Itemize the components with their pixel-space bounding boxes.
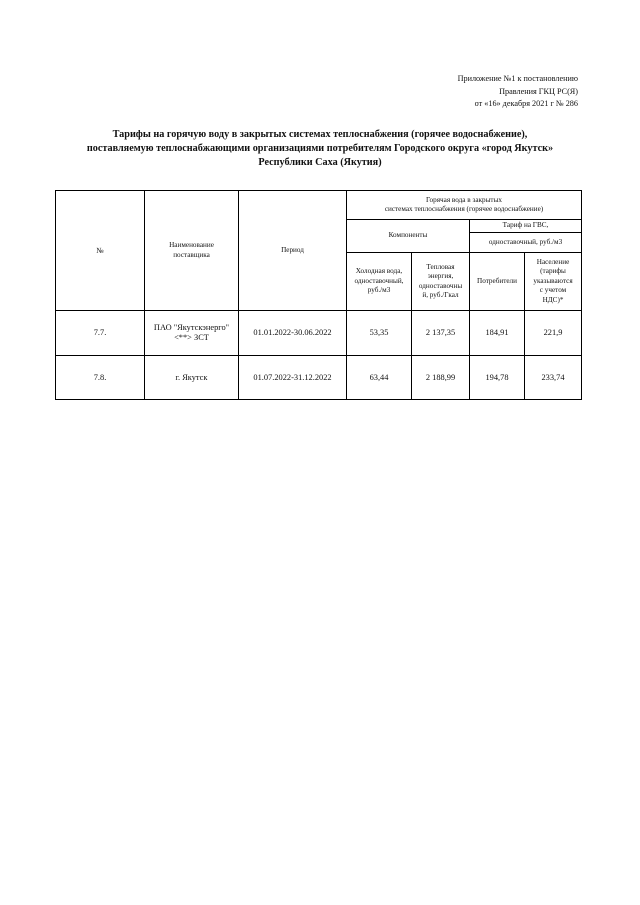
title-line-2: поставляемую теплоснабжающими организациями потребителям Городского округа «город Якутск»	[86, 143, 554, 154]
row-num: 7.7.	[56, 311, 145, 356]
row-consumers: 194,78	[470, 356, 525, 400]
title-line-3: Республики Саха (Якутия)	[258, 157, 382, 168]
header-consumers: Потребители	[470, 253, 525, 311]
header-population: Население (тарифы указываются с учетом НДС)*	[525, 253, 582, 311]
header-tariff-gvs: Тариф на ГВС,	[470, 220, 582, 233]
header-line-2: Правления ГКЦ РС(Я)	[499, 86, 578, 96]
row-period: 01.07.2022-31.12.2022	[239, 356, 347, 400]
header-heat: Тепловая энергия, одноставочны й, руб./Гкал	[412, 253, 470, 311]
row-population: 233,74	[525, 356, 582, 400]
row-supplier: г. Якутск	[145, 356, 239, 400]
document-header	[278, 73, 578, 111]
header-line-3: от «16» декабря 2021 г № 286	[474, 99, 578, 108]
header-group: Горячая вода в закрытых системах теплоснабжения (горячее водоснабжение)	[347, 191, 582, 220]
row-period: 01.01.2022-30.06.2022	[239, 311, 347, 356]
row-cold-water: 53,35	[347, 311, 412, 356]
row-num: 7.8.	[56, 356, 145, 400]
table-row	[56, 311, 582, 356]
header-row-1	[56, 191, 582, 220]
document-title	[40, 128, 600, 170]
row-supplier: ПАО "Якутскэнерго" <**> ЗСТ	[145, 311, 239, 356]
header-cold-water: Холодная вода, одноставочный, руб./м3	[347, 253, 412, 311]
header-period: Период	[239, 191, 347, 311]
header-supplier: Наименование поставщика	[145, 191, 239, 311]
row-heat: 2 188,99	[412, 356, 470, 400]
tariffs-table	[55, 190, 582, 400]
row-heat: 2 137,35	[412, 311, 470, 356]
header-num: №	[56, 191, 145, 311]
header-components: Компоненты	[347, 220, 470, 253]
title-line-1: Тарифы на горячую воду в закрытых системах теплоснабжения (горячее водоснабжение),	[112, 129, 528, 140]
row-consumers: 184,91	[470, 311, 525, 356]
row-population: 221,9	[525, 311, 582, 356]
row-cold-water: 63,44	[347, 356, 412, 400]
header-line-1: Приложение №1 к постановлению	[457, 74, 578, 83]
header-tariff-unit: одноставочный, руб./м3	[470, 233, 582, 253]
table-row	[56, 356, 582, 400]
